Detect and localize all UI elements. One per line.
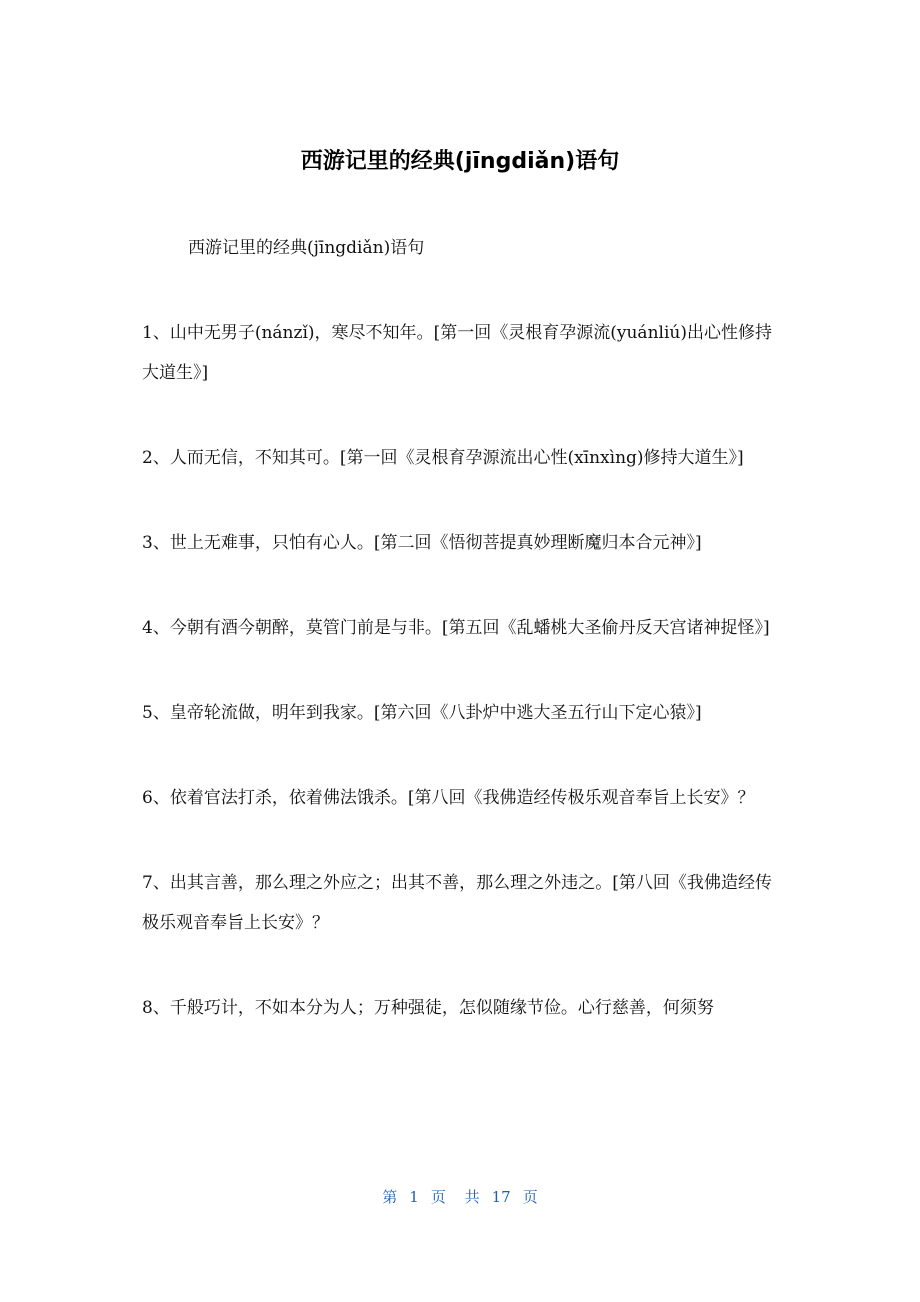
document-body [142, 228, 772, 1073]
quote-paragraph: 4、今朝有酒今朝醉，莫管门前是与非。[第五回《乱蟠桃大圣偷丹反天宫诸神捉怪》] [142, 618, 770, 638]
quote-paragraph: 7、出其言善，那么理之外应之；出其不善，那么理之外违之。[第八回《我佛造经传极乐观音奉旨上长安》？ [142, 873, 772, 933]
footer-label-page: 第 [382, 1188, 398, 1206]
quote-paragraph: 1、山中无男子(nánzǐ)，寒尽不知年。[第一回《灵根育孕源流(yuánliú)出心性修持大道生》] [142, 323, 772, 383]
footer-label-end: 页 [522, 1188, 538, 1206]
footer-current-page: 1 [409, 1188, 419, 1206]
quote-paragraph: 2、人而无信，不知其可。[第一回《灵根育孕源流出心性(xīnxìng)修持大道生》] [142, 448, 744, 468]
footer-total-pages: 17 [491, 1188, 511, 1206]
quote-paragraph: 5、皇帝轮流做，明年到我家。[第六回《八卦炉中逃大圣五行山下定心猿》] [142, 703, 702, 723]
document-title: 西游记里的经典(jīngdiǎn)语句 [300, 149, 620, 174]
document-subtitle: 西游记里的经典(jīngdiǎn)语句 [188, 238, 425, 258]
page-footer [0, 1184, 920, 1210]
quote-paragraph: 3、世上无难事，只怕有心人。[第二回《悟彻菩提真妙理断魔归本合元神》] [142, 533, 702, 553]
quote-paragraph: 8、千般巧计，不如本分为人；万种强徒，怎似随缘节俭。心行慈善，何须努 [142, 998, 714, 1018]
footer-label-of: 页 共 [430, 1188, 480, 1206]
quote-paragraph: 6、依着官法打杀，依着佛法饿杀。[第八回《我佛造经传极乐观音奉旨上长安》？ [142, 788, 755, 808]
